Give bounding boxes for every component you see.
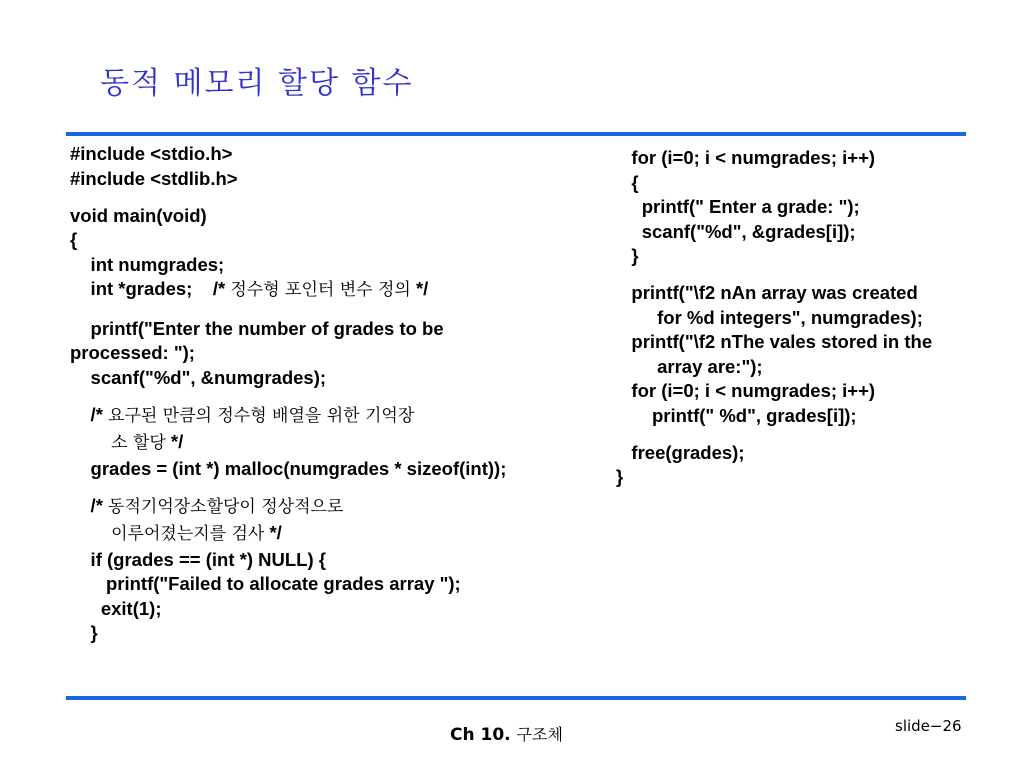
slide-title: 동적 메모리 할당 함수 <box>100 66 414 101</box>
code-line: void main(void) <box>70 204 207 226</box>
code-line: { <box>70 229 78 250</box>
code-line: printf(" %d", grades[i]); <box>616 404 857 426</box>
code-line: } <box>70 622 98 643</box>
code-line: for (i=0; i < numgrades; i++) <box>616 380 876 401</box>
code-line <box>616 269 932 282</box>
code-line: processed: "); <box>70 342 195 363</box>
code-line: free(grades); <box>616 441 745 463</box>
bottom-divider <box>66 696 966 700</box>
code-line: int numgrades; <box>70 253 225 275</box>
code-line: for %d integers", numgrades); <box>616 306 923 328</box>
code-line: printf("Enter the number of grades to be <box>70 317 444 339</box>
footer-chapter <box>450 722 563 745</box>
code-line: for (i=0; i < numgrades; i++) <box>616 147 876 168</box>
code-line: #include <stdlib.h> <box>70 167 238 189</box>
footer-page-number: slide−26 <box>895 717 962 735</box>
code-line: printf("Failed to allocate grades array "); <box>70 573 461 594</box>
code-line: 이루어졌는지를 검사 */ <box>111 521 282 544</box>
code-line: /* 요구된 만큼의 정수형 배열을 위한 기억장 <box>70 403 415 426</box>
code-line <box>616 428 932 441</box>
code-line: #include <stdio.h> <box>70 143 233 164</box>
code-line: { <box>616 171 639 193</box>
code-line: printf("\f2 nThe vales stored in the <box>616 331 933 352</box>
code-line: grades = (int *) malloc(numgrades * sizeof(int)); <box>70 457 507 479</box>
code-line <box>70 481 506 494</box>
code-line <box>70 390 506 403</box>
code-block-left <box>70 142 506 646</box>
code-line: printf("\f2 nAn array was created <box>616 282 918 303</box>
top-divider <box>66 132 966 136</box>
code-block-right <box>616 146 932 490</box>
footer-chapter-name: 구조체 <box>516 725 563 744</box>
code-line: int *grades; /* 정수형 포인터 변수 정의 */ <box>70 278 429 300</box>
code-line: exit(1); <box>70 597 162 619</box>
code-line: scanf("%d", &grades[i]); <box>616 220 856 242</box>
code-line: /* 동적기억장소할당이 정상적으로 <box>70 494 344 517</box>
code-line: printf(" Enter a grade: "); <box>616 196 860 217</box>
code-line: array are:"); <box>616 355 763 377</box>
code-line: } <box>616 466 624 487</box>
code-line <box>70 304 506 317</box>
code-line: if (grades == (int *) NULL) { <box>70 548 326 570</box>
code-line: scanf("%d", &numgrades); <box>70 366 327 388</box>
code-line <box>70 191 506 204</box>
code-line: } <box>616 245 639 266</box>
footer-chapter-prefix: Ch 10. <box>450 725 517 745</box>
code-line: 소 할당 */ <box>111 430 184 453</box>
